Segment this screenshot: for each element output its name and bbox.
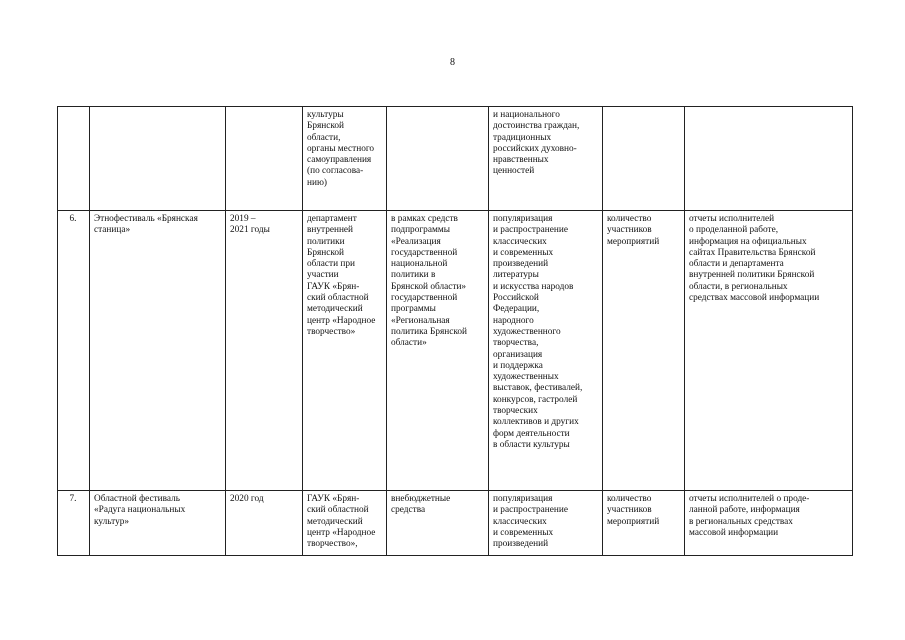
cell-financing: в рамках средств подпрограммы «Реализация государственной национальной политики в Брянской области» государственной программы «Региональная политика Брянской области» <box>387 211 489 491</box>
cell-indicator: количество участников мероприятий <box>603 211 685 491</box>
cell-goal: и национального достоинства граждан, традиционных российских духовно- нравственных ценностей <box>489 107 603 211</box>
cell-financing <box>387 107 489 211</box>
cell-responsible: культуры Брянской области, органы местного самоуправления (по согласова- нию) <box>303 107 387 211</box>
measures-table <box>57 106 853 556</box>
cell-number <box>58 107 90 211</box>
cell-indicator: количество участников мероприятий <box>603 491 685 556</box>
page-number: 8 <box>450 57 455 68</box>
table-row <box>58 491 853 556</box>
cell-period: 2020 год <box>226 491 303 556</box>
cell-period: 2019 – 2021 годы <box>226 211 303 491</box>
table-row <box>58 211 853 491</box>
cell-responsible: департамент внутренней политики Брянской области при участии ГАУК «Брян- ский областной методический центр «Народное творчество» <box>303 211 387 491</box>
cell-reporting: отчеты исполнителей о проделанной работе, информация на официальных сайтах Правительства Брянской области и департамента внутренней политики Брянской области, в региональных средствах массовой информации <box>685 211 853 491</box>
cell-financing: внебюджетные средства <box>387 491 489 556</box>
cell-period <box>226 107 303 211</box>
cell-event: Этнофестиваль «Брянская станица» <box>90 211 226 491</box>
cell-goal: популяризация и распространение классических и современных произведений <box>489 491 603 556</box>
cell-reporting: отчеты исполнителей о проде- ланной работе, информация в региональных средствах массовой информации <box>685 491 853 556</box>
cell-indicator <box>603 107 685 211</box>
cell-event <box>90 107 226 211</box>
cell-reporting <box>685 107 853 211</box>
cell-responsible: ГАУК «Брян- ский областной методический центр «Народное творчество», <box>303 491 387 556</box>
table-row <box>58 107 853 211</box>
cell-event: Областной фестиваль «Радуга национальных культур» <box>90 491 226 556</box>
cell-number: 6. <box>58 211 90 491</box>
cell-goal: популяризация и распространение классических и современных произведений литературы и искусства народов Российской Федерации, народного художественного творчества, организация и поддержка художественных выставок, фестивалей, конкурсов, гастролей творческих коллективов и других форм деятельности в области культуры <box>489 211 603 491</box>
cell-number: 7. <box>58 491 90 556</box>
